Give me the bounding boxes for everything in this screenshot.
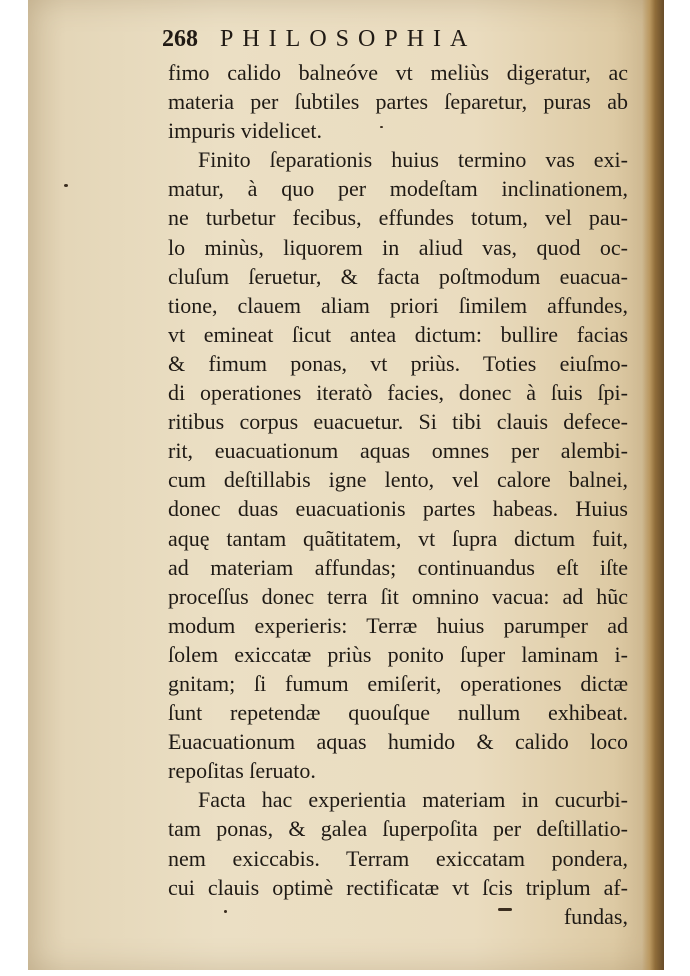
text-line: repoſitas ſeruato.	[168, 758, 316, 784]
text-line: ad materiam affundas; continuandus eſt iſte	[168, 554, 628, 580]
book-page	[28, 0, 664, 970]
text-line: Finito ſeparationis huius termino vas exi-	[198, 147, 628, 173]
body-text	[168, 58, 628, 931]
text-line: Euacuationum aquas humido & calido loco	[168, 729, 628, 755]
page-number: 268	[162, 26, 198, 52]
text-line: lo minùs, liquorem in aliud vas, quod oc-	[168, 234, 628, 260]
text-line: matur, à quo per modeſtam inclinationem,	[168, 176, 628, 202]
text-line: di operationes iteratò facies, donec à ſuis ſpi-	[168, 380, 628, 406]
page-gutter-shadow	[642, 0, 664, 970]
text-line: fimo calido balneóve vt meliùs digeratur, ac	[168, 60, 628, 85]
ink-speck	[64, 184, 68, 187]
ink-speck	[380, 126, 383, 128]
text-line: materia per ſubtiles partes ſeparetur, puras ab	[168, 89, 628, 115]
text-line: & fimum ponas, vt priùs. Toties eiuſmo-	[168, 350, 628, 376]
running-title: PHILOSOPHIA	[220, 26, 477, 52]
text-line: nem exiccabis. Terram exiccatam pondera,	[168, 845, 628, 871]
running-head	[162, 26, 476, 56]
text-line: cum deſtillabis igne lento, vel calore balnei,	[168, 467, 628, 493]
text-line: rit, euacuationum aquas omnes per alembi-	[168, 438, 628, 464]
text-line: Facta hac experientia materiam in cucurbi-	[198, 787, 628, 813]
text-line: gnitam; ſi fumum emiſerit, operationes dictæ	[168, 670, 628, 696]
text-line: modum experieris: Terræ huius parumper ad	[168, 612, 628, 638]
text-line: impuris videlicet.	[168, 118, 322, 144]
ink-speck	[224, 910, 227, 913]
catchword: fundas,	[563, 903, 628, 929]
text-line: proceſſus donec terra ſit omnino vacua: ad hũc	[168, 583, 628, 609]
text-line: cui clauis optimè rectificatæ vt ſcis triplum af-	[168, 874, 628, 900]
text-line: ritibus corpus euacuetur. Si tibi clauis defece-	[168, 409, 628, 435]
text-line: ne turbetur fecibus, effundes totum, vel pau-	[168, 205, 628, 231]
text-line: tione, clauem aliam priori ſimilem affundes,	[168, 292, 628, 318]
text-line: aquę tantam quãtitatem, vt ſupra dictum fuit,	[168, 525, 628, 551]
text-line: tam ponas, & galea ſuperpoſita per deſtillatio-	[168, 816, 628, 842]
text-line: cluſum ſeruetur, & facta poſtmodum euacua-	[168, 263, 628, 289]
text-line: vt emineat ſicut antea dictum: bullire facias	[168, 321, 628, 347]
text-line: donec duas euacuationis partes habeas. Huius	[168, 496, 628, 522]
text-line: ſolem exiccatæ priùs ponito ſuper laminam i-	[168, 641, 628, 667]
text-line: ſunt repetendæ quouſque nullum exhibeat.	[168, 700, 628, 726]
ink-speck	[498, 908, 512, 911]
